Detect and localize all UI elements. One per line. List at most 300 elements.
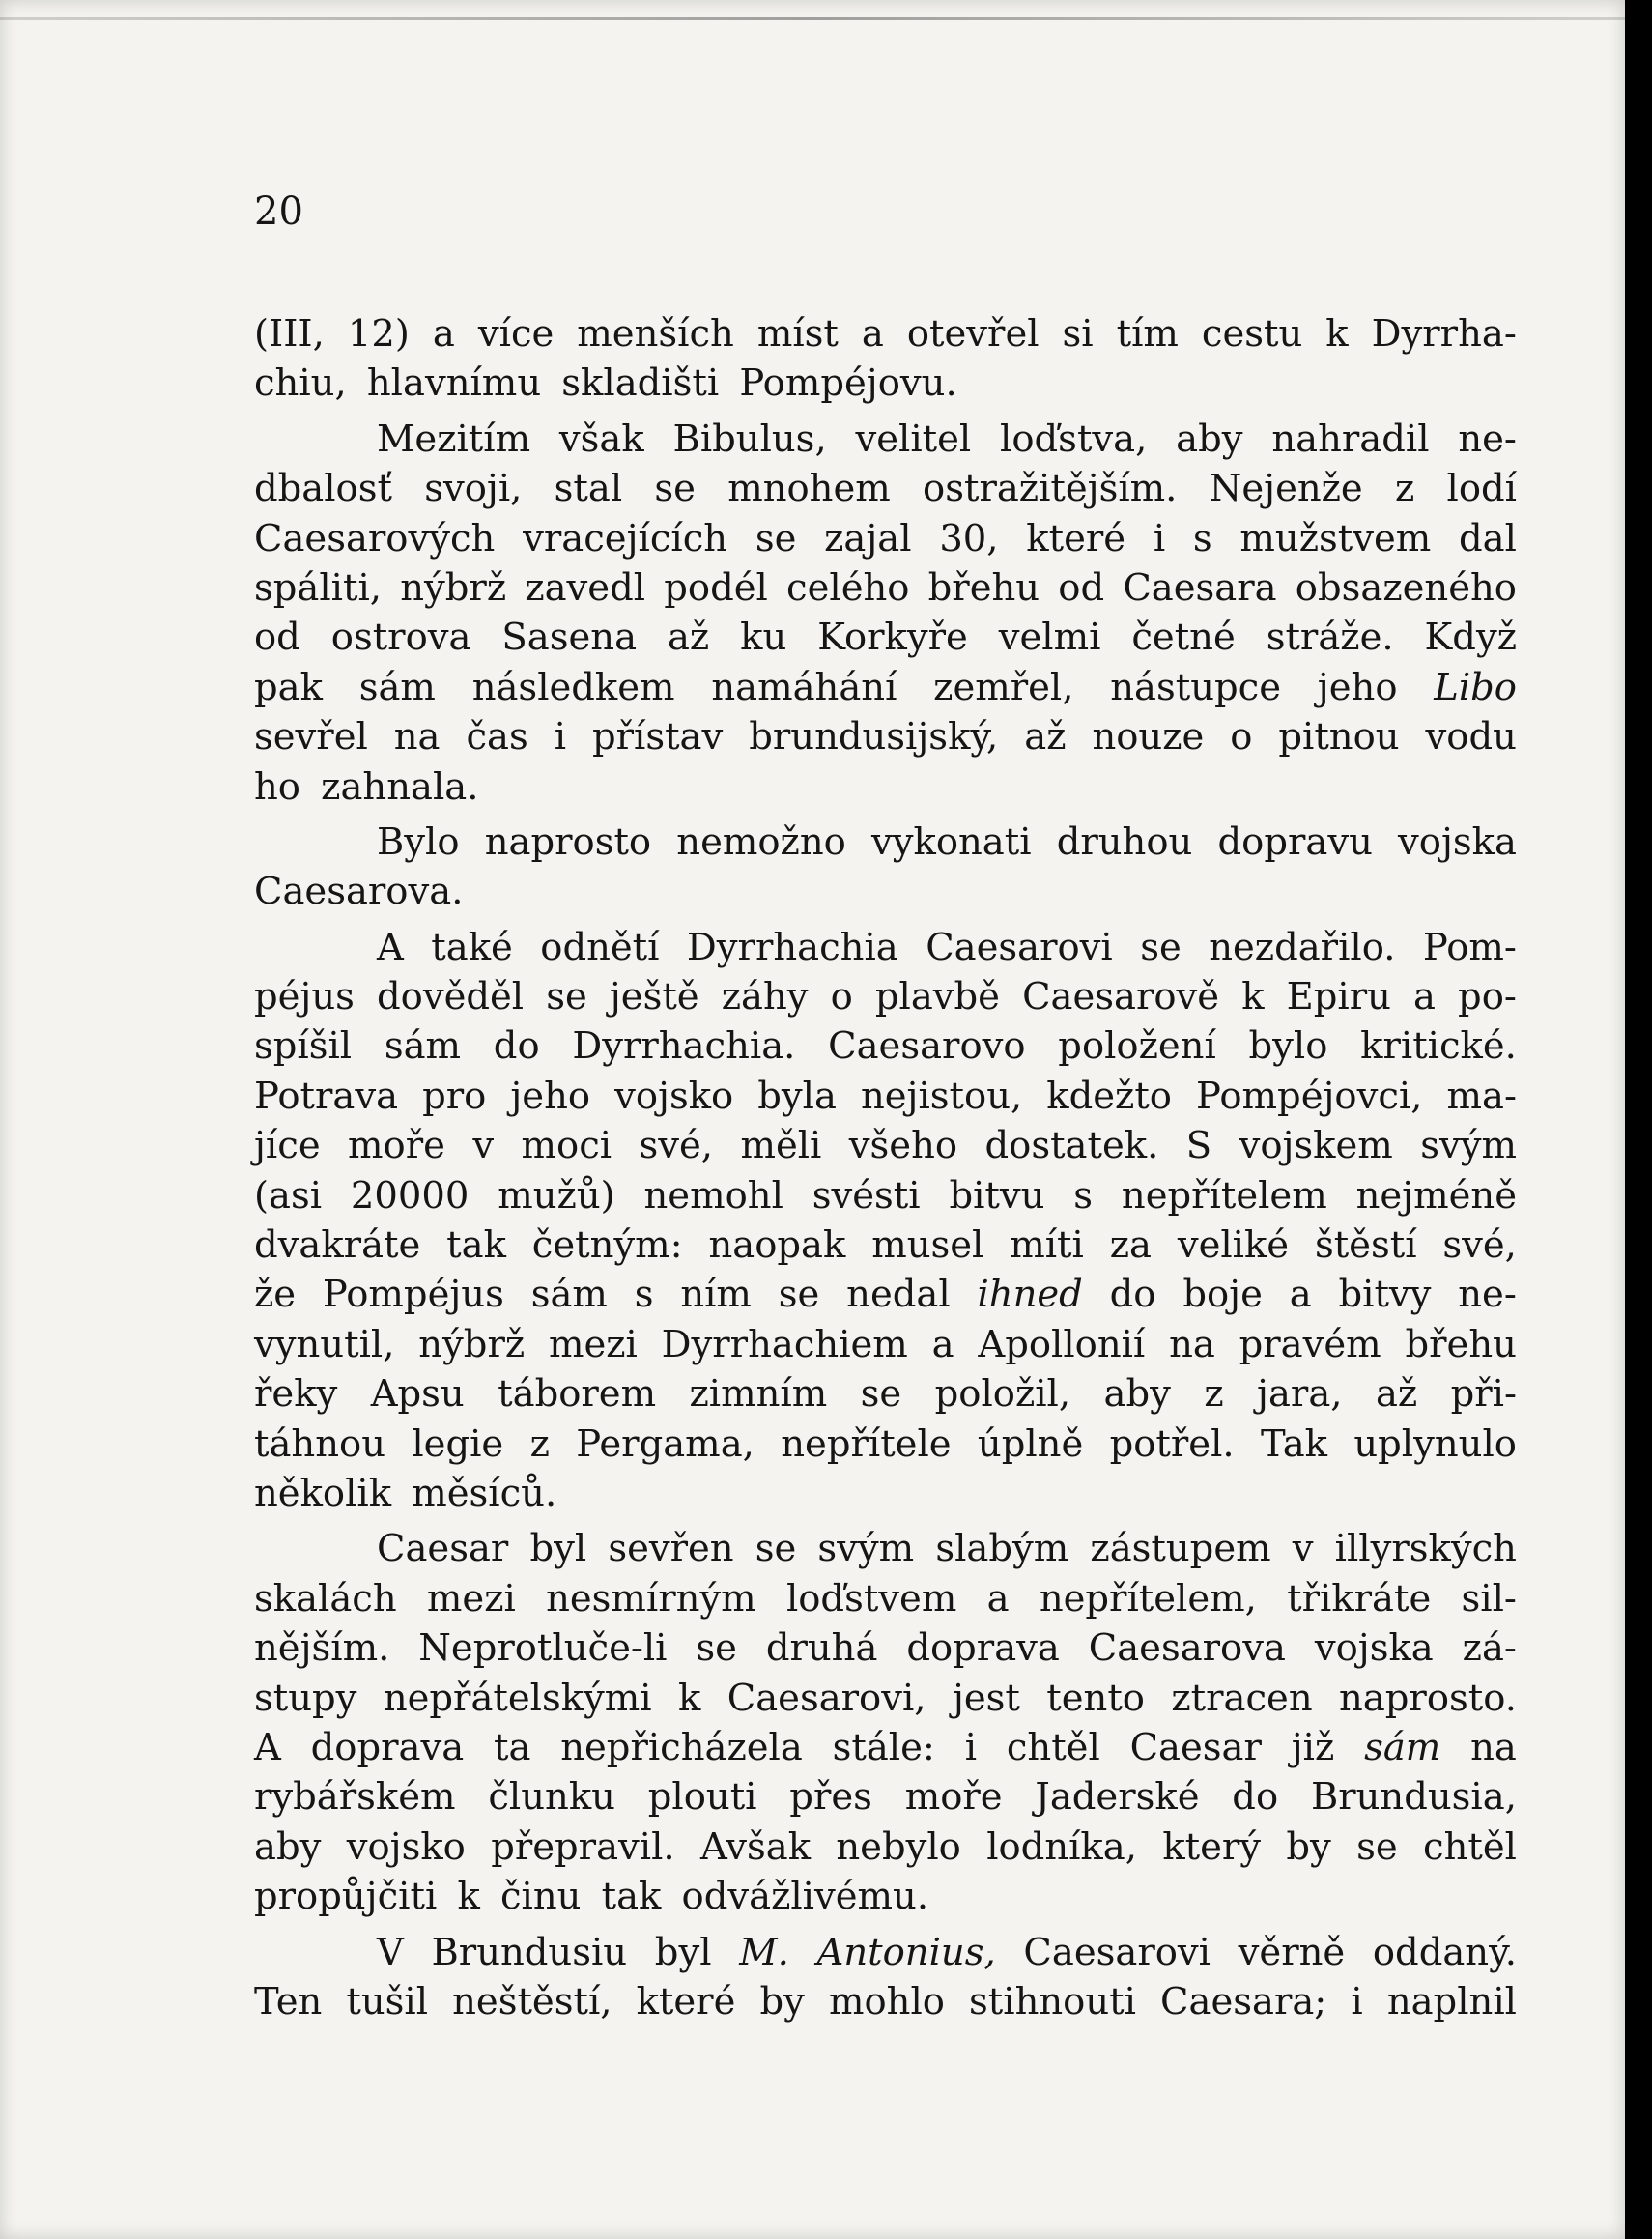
word: Caesarovi, <box>726 1676 926 1720</box>
word: loďstva, <box>1000 416 1148 461</box>
word: stále: <box>832 1725 935 1769</box>
text-line <box>254 563 1517 613</box>
word: i <box>1153 516 1166 560</box>
word: za <box>1109 1223 1152 1268</box>
word: vojsko <box>346 1824 466 1869</box>
word: (III, <box>254 312 325 356</box>
word: a <box>986 1576 1010 1621</box>
word: spáliti, <box>254 565 383 610</box>
word: si <box>1062 312 1094 356</box>
word: se <box>860 1372 902 1417</box>
text-line <box>254 1674 1517 1723</box>
word: který <box>1162 1824 1262 1869</box>
body-text <box>254 309 1517 2026</box>
word: Korkyře <box>817 616 968 660</box>
word: Dyrrhachiem <box>661 1322 908 1366</box>
word: vykonati <box>870 819 1032 864</box>
word: se <box>1356 1824 1398 1869</box>
word: dvakráte <box>254 1223 421 1268</box>
word: celého <box>786 565 910 610</box>
word: při- <box>1450 1372 1517 1417</box>
word: Pergama, <box>576 1421 755 1466</box>
word: uplynulo <box>1353 1421 1517 1466</box>
word: táhnou <box>254 1421 385 1466</box>
text-line <box>254 972 1517 1021</box>
word: do <box>493 1024 540 1069</box>
word: zá- <box>1462 1626 1517 1671</box>
word: naopak <box>708 1223 846 1268</box>
text-line <box>254 1220 1517 1270</box>
word: Pompéjovci, <box>1196 1074 1423 1118</box>
word: Mezitím <box>377 416 531 461</box>
text-line <box>254 1420 1517 1469</box>
word: se <box>755 1527 797 1571</box>
word: na <box>393 715 441 760</box>
word: sám <box>1364 1725 1441 1769</box>
word: otevřel <box>906 312 1040 356</box>
word: Caesara <box>1123 565 1277 610</box>
word: velitel <box>855 416 972 461</box>
word: do <box>1109 1273 1156 1317</box>
word: tento <box>1046 1676 1145 1720</box>
word: namáhání <box>711 665 897 709</box>
word: mužů) <box>498 1173 615 1218</box>
word: sevřel <box>254 715 368 760</box>
word: se <box>696 1626 737 1671</box>
word: činu <box>499 1875 582 1919</box>
text-line <box>254 1369 1517 1419</box>
word: vracejících <box>523 516 728 560</box>
word: byla <box>757 1074 837 1118</box>
word: Tak <box>1261 1421 1327 1466</box>
word: 20000 <box>350 1173 470 1218</box>
text-line <box>254 1772 1517 1822</box>
word: Dyrrhachia <box>686 925 898 969</box>
word: cestu <box>1201 312 1303 356</box>
word: od <box>1058 565 1105 610</box>
word: četné <box>1131 616 1236 660</box>
word: břehu <box>927 565 1040 610</box>
word: z <box>1204 1372 1224 1417</box>
word: vodu <box>1425 715 1517 760</box>
word: zahnala. <box>321 764 479 809</box>
word: nepřítelem, <box>1039 1576 1257 1621</box>
word: nahradil <box>1271 416 1430 461</box>
word: plavbě <box>874 975 1000 1019</box>
word: aby <box>1176 416 1243 461</box>
word: do <box>1232 1775 1279 1820</box>
word: Dyrrha- <box>1371 312 1517 356</box>
word: zavedl <box>525 565 646 610</box>
word: s <box>1073 1173 1094 1218</box>
word: přes <box>789 1775 872 1820</box>
word: doprava <box>906 1626 1060 1671</box>
word: boje <box>1182 1273 1263 1317</box>
text-line <box>254 1524 1517 1573</box>
word: z <box>1394 467 1415 511</box>
word: lodníka, <box>986 1824 1137 1869</box>
word: míti <box>1010 1223 1084 1268</box>
word: s <box>634 1273 654 1317</box>
word: Bibulus, <box>672 416 827 461</box>
word: své, <box>1442 1223 1517 1268</box>
word: i <box>554 715 567 760</box>
word: mnohem <box>727 467 891 511</box>
word: se <box>1140 925 1182 969</box>
word: Ten <box>254 1979 323 2024</box>
word: Caesarovi <box>926 925 1113 969</box>
word: zajal <box>824 516 912 560</box>
word: tím <box>1116 312 1179 356</box>
word: úplně <box>977 1421 1084 1466</box>
word: Caesar <box>1129 1725 1262 1769</box>
word: veliké <box>1177 1223 1290 1268</box>
word: moci <box>521 1124 612 1168</box>
text-line <box>254 1121 1517 1170</box>
word: Jaderské <box>1035 1775 1200 1820</box>
word: svésti <box>812 1173 921 1218</box>
word: ku <box>740 616 787 660</box>
word: se <box>778 1273 820 1317</box>
word: člunku <box>488 1775 615 1820</box>
word: byl <box>654 1930 712 1974</box>
word: následkem <box>471 665 675 709</box>
word: Apsu <box>370 1372 465 1417</box>
word: nýbrž <box>400 565 507 610</box>
word: k <box>457 1875 480 1919</box>
word: pitnou <box>1278 715 1400 760</box>
text-line <box>254 1723 1517 1772</box>
word: byl <box>529 1527 587 1571</box>
text-line <box>254 712 1517 761</box>
word: až <box>667 616 710 660</box>
text-line <box>254 1270 1517 1319</box>
word: Caesarových <box>254 516 496 560</box>
text-line <box>254 867 1517 916</box>
word: štěstí <box>1314 1223 1417 1268</box>
word: již <box>1291 1725 1335 1769</box>
word: sil- <box>1461 1576 1517 1621</box>
word: ostrova <box>330 616 471 660</box>
word: brundusijský, <box>749 715 999 760</box>
word: na <box>1169 1322 1215 1366</box>
word: v <box>472 1124 495 1168</box>
word: ta <box>493 1725 531 1769</box>
word: Libo <box>1434 665 1517 709</box>
text-line <box>254 762 1517 812</box>
word: stupy <box>254 1676 357 1720</box>
word: obsazeného <box>1295 565 1517 610</box>
word: třikráte <box>1287 1576 1432 1621</box>
word: kdežto <box>1046 1074 1172 1118</box>
word: se <box>654 467 696 511</box>
word: Epiru <box>1286 975 1391 1019</box>
word: s <box>1192 516 1212 560</box>
word: o <box>830 975 853 1019</box>
word: nesmírným <box>546 1576 756 1621</box>
word: míst <box>756 312 839 356</box>
word: tušil <box>346 1979 429 2024</box>
word: skladišti <box>561 361 720 406</box>
word: dal <box>1459 516 1517 560</box>
word: plouti <box>647 1775 757 1820</box>
word: k <box>678 1676 701 1720</box>
word: dbalosť <box>254 467 392 511</box>
word: v <box>1292 1527 1314 1571</box>
word: lodí <box>1446 467 1517 511</box>
word: spíšil <box>254 1024 353 1069</box>
text-line <box>254 1977 1517 2026</box>
word: dopravu <box>1217 819 1373 864</box>
word: by <box>1286 1824 1331 1869</box>
word: Dyrrhachia. <box>572 1024 796 1069</box>
word: (asi <box>254 1173 323 1218</box>
word: M. <box>739 1930 789 1974</box>
text-line <box>254 923 1517 972</box>
word: Avšak <box>699 1824 812 1869</box>
word: Apollonií <box>978 1322 1146 1366</box>
word: chtěl <box>1006 1725 1100 1769</box>
word: také <box>431 925 513 969</box>
word: svoji, <box>424 467 523 511</box>
word: zástupem <box>1090 1527 1271 1571</box>
word: až <box>1375 1372 1418 1417</box>
word: nedal <box>846 1273 951 1317</box>
word: Caesarovi <box>1023 1930 1211 1974</box>
word: bitvy <box>1338 1273 1432 1317</box>
text-line <box>254 1872 1517 1921</box>
word: ho <box>254 764 300 809</box>
word: Když <box>1424 616 1517 660</box>
word: Pompéjus <box>322 1273 504 1317</box>
word: stihnouti <box>969 1979 1136 2024</box>
word: A <box>377 925 404 969</box>
text-line <box>254 1320 1517 1369</box>
word: tak <box>446 1223 506 1268</box>
word: nepřicházela <box>560 1725 803 1769</box>
word: k <box>1241 975 1265 1019</box>
word: Caesar <box>377 1527 509 1571</box>
word: Nejenže <box>1209 467 1363 511</box>
word: moře <box>904 1775 1003 1820</box>
word: doprava <box>310 1725 465 1769</box>
word: od <box>254 616 300 660</box>
word: Antonius, <box>816 1930 996 1974</box>
word: položil, <box>934 1372 1071 1417</box>
word: Neprotluče-li <box>418 1626 668 1671</box>
text-line <box>254 1072 1517 1121</box>
page-number: 20 <box>254 189 303 234</box>
word: Bylo <box>377 819 460 864</box>
word: ztracen <box>1171 1676 1313 1720</box>
word: A <box>254 1725 281 1769</box>
word: přepravil. <box>491 1824 675 1869</box>
word: několik <box>254 1471 392 1515</box>
word: mezi <box>548 1322 638 1366</box>
word: břehu <box>1405 1322 1517 1366</box>
word: a <box>931 1322 954 1366</box>
word: propůjčiti <box>254 1875 438 1919</box>
word: vojska <box>1314 1626 1434 1671</box>
word: dostatek. <box>984 1124 1159 1168</box>
word: ihned <box>977 1273 1083 1317</box>
text-line <box>254 613 1517 662</box>
word: odvážlivému. <box>681 1875 929 1919</box>
text-line <box>254 1574 1517 1623</box>
word: ma- <box>1446 1074 1517 1118</box>
text-line <box>254 1021 1517 1071</box>
word: bylo <box>1248 1024 1328 1069</box>
word: a <box>861 312 884 356</box>
word: k <box>1325 312 1349 356</box>
word: nebylo <box>836 1824 961 1869</box>
text-line <box>254 415 1517 464</box>
word: a <box>432 312 455 356</box>
word: kritické. <box>1360 1024 1517 1069</box>
word: Brundusiu <box>431 1930 628 1974</box>
word: neštěstí, <box>452 1979 612 2024</box>
word: vojska <box>1398 819 1517 864</box>
word: se <box>546 975 587 1019</box>
word: nemohl <box>643 1173 783 1218</box>
word: moře <box>348 1124 445 1168</box>
word: S <box>1185 1124 1212 1168</box>
text-line <box>254 818 1517 867</box>
word: aby <box>254 1824 322 1869</box>
word: sám <box>384 1024 462 1069</box>
word: až <box>1024 715 1067 760</box>
word: a <box>1289 1273 1312 1317</box>
word: odnětí <box>540 925 660 969</box>
text-line <box>254 1928 1517 1977</box>
word: Caesara; <box>1160 1979 1327 2024</box>
word: bitvu <box>949 1173 1045 1218</box>
word: jara, <box>1257 1372 1343 1417</box>
word: zimním <box>689 1372 828 1417</box>
word: více <box>477 312 555 356</box>
word: velmi <box>998 616 1101 660</box>
text-line <box>254 1623 1517 1673</box>
word: legie <box>412 1421 504 1466</box>
word: vynutil, <box>254 1322 395 1366</box>
word: chtěl <box>1423 1824 1517 1869</box>
word: V <box>377 1930 404 1974</box>
word: mužstvem <box>1239 516 1432 560</box>
word: rybářském <box>254 1775 456 1820</box>
word: naprosto <box>484 819 652 864</box>
word: Pompéjovu. <box>739 361 957 406</box>
word: své, <box>639 1124 714 1168</box>
text-line <box>254 1171 1517 1220</box>
word: dověděl <box>377 975 525 1019</box>
word: nezdařilo. <box>1209 925 1396 969</box>
word: podél <box>664 565 768 610</box>
word: měli <box>740 1124 822 1168</box>
word: pak <box>254 665 323 709</box>
word: druhá <box>765 1626 878 1671</box>
word: svým <box>817 1527 915 1571</box>
word: pro <box>422 1074 487 1118</box>
word: nemožno <box>676 819 846 864</box>
word: záhy <box>721 975 809 1019</box>
word: však <box>558 416 644 461</box>
word: nejméně <box>1355 1173 1517 1218</box>
word: tak <box>601 1875 662 1919</box>
word: ostražitějším. <box>923 467 1178 511</box>
word: Sasena <box>501 616 638 660</box>
word: které <box>636 1979 736 2024</box>
word: Caesarovo <box>828 1024 1026 1069</box>
word: musel <box>871 1223 984 1268</box>
page-top-edge <box>0 17 1625 20</box>
text-line <box>254 309 1517 359</box>
word: stal <box>554 467 623 511</box>
word: nouze <box>1092 715 1205 760</box>
text-line <box>254 359 1517 408</box>
word: táborem <box>498 1372 657 1417</box>
word: hlavnímu <box>366 361 542 406</box>
word: přístav <box>591 715 724 760</box>
word: pravém <box>1239 1322 1381 1366</box>
word: nějším. <box>254 1626 390 1671</box>
word: slabým <box>935 1527 1069 1571</box>
word: jest <box>952 1676 1020 1720</box>
word: 12) <box>347 312 410 356</box>
word: nýbrž <box>418 1322 526 1366</box>
word: Caesarově <box>1022 975 1220 1019</box>
word: nástupce <box>1110 665 1282 709</box>
text-line <box>254 1469 1517 1518</box>
word: věrně <box>1238 1930 1346 1974</box>
word: na <box>1470 1725 1517 1769</box>
word: se <box>755 516 797 560</box>
word: stráže. <box>1266 616 1394 660</box>
word: svým <box>1420 1124 1517 1168</box>
word: jíce <box>254 1124 321 1168</box>
word: illyrských <box>1334 1527 1517 1571</box>
word: sám <box>530 1273 608 1317</box>
word: nepřítele <box>781 1421 952 1466</box>
word: jeho <box>510 1074 591 1118</box>
word: i <box>964 1725 978 1769</box>
word: četným: <box>531 1223 683 1268</box>
word: sám <box>358 665 436 709</box>
word: Potrava <box>254 1074 399 1118</box>
word: ním <box>680 1273 752 1317</box>
word: jeho <box>1317 665 1398 709</box>
word: menších <box>577 312 734 356</box>
word: mezi <box>426 1576 516 1621</box>
word: řeky <box>254 1372 338 1417</box>
word: vojsko <box>614 1074 734 1118</box>
word: ne- <box>1458 1273 1517 1317</box>
word: a <box>1412 975 1436 1019</box>
word: naplnil <box>1386 1979 1517 2024</box>
word: chiu, <box>254 361 347 406</box>
word: o <box>1230 715 1253 760</box>
word: Brundusia, <box>1310 1775 1517 1820</box>
text-line <box>254 1823 1517 1872</box>
word: vojskem <box>1239 1124 1393 1168</box>
word: potřel. <box>1109 1421 1235 1466</box>
word: po- <box>1458 975 1517 1019</box>
word: nepřátelskými <box>383 1676 652 1720</box>
word: i <box>1351 1979 1363 2024</box>
word: ne- <box>1458 416 1517 461</box>
word: sevřen <box>608 1527 734 1571</box>
word: by <box>759 1979 805 2024</box>
word: aby <box>1103 1372 1171 1417</box>
